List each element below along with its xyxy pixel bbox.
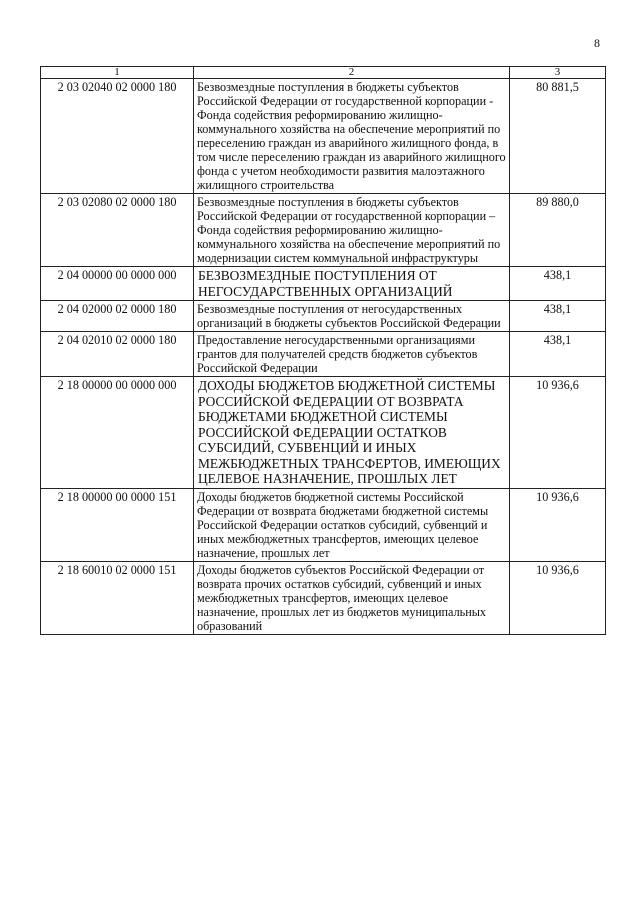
table-row xyxy=(41,194,606,267)
column-number-1: 1 xyxy=(41,67,194,79)
table-body xyxy=(41,79,606,635)
page-number: 8 xyxy=(594,36,600,50)
table-row xyxy=(41,332,606,377)
description-cell: БЕЗВОЗМЕЗДНЫЕ ПОСТУПЛЕНИЯ ОТ НЕГОСУДАРСТВЕННЫХ ОРГАНИЗАЦИЙ xyxy=(194,267,510,301)
budget-code-cell: 2 18 00000 00 0000 000 xyxy=(41,377,194,489)
budget-code-cell: 2 04 02000 02 0000 180 xyxy=(41,301,194,332)
description-cell: Безвозмездные поступления от негосударственных организаций в бюджеты субъектов Российской Федерации xyxy=(194,301,510,332)
budget-code-cell: 2 18 00000 00 0000 151 xyxy=(41,488,194,561)
budget-code-cell: 2 04 00000 00 0000 000 xyxy=(41,267,194,301)
column-number-row xyxy=(41,67,606,79)
table-header xyxy=(41,67,606,79)
amount-cell: 80 881,5 xyxy=(510,79,606,194)
description-cell: ДОХОДЫ БЮДЖЕТОВ БЮДЖЕТНОЙ СИСТЕМЫ РОССИЙСКОЙ ФЕДЕРАЦИИ ОТ ВОЗВРАТА БЮДЖЕТАМИ БЮДЖЕТНОЙ СИСТЕМЫ РОССИЙСКОЙ ФЕДЕРАЦИИ ОСТАТКОВ СУБСИДИЙ, СУБВЕНЦИЙ И ИНЫХ МЕЖБЮДЖЕТНЫХ ТРАНСФЕРТОВ, ИМЕЮЩИХ ЦЕЛЕВОЕ НАЗНАЧЕНИЕ, ПРОШЛЫХ ЛЕТ xyxy=(194,377,510,489)
table-row xyxy=(41,301,606,332)
column-number-2: 2 xyxy=(194,67,510,79)
table-row xyxy=(41,79,606,194)
amount-cell: 10 936,6 xyxy=(510,488,606,561)
description-cell: Предоставление негосударственными организациями грантов для получателей средств бюджетов субъектов Российской Федерации xyxy=(194,332,510,377)
amount-cell: 10 936,6 xyxy=(510,561,606,634)
budget-code-cell: 2 03 02040 02 0000 180 xyxy=(41,79,194,194)
budget-code-cell: 2 03 02080 02 0000 180 xyxy=(41,194,194,267)
table-row xyxy=(41,267,606,301)
budget-code-cell: 2 04 02010 02 0000 180 xyxy=(41,332,194,377)
amount-cell: 10 936,6 xyxy=(510,377,606,489)
description-cell: Доходы бюджетов бюджетной системы Российской Федерации от возврата бюджетами бюджетной системы Российской Федерации остатков субсидий, субвенций и иных межбюджетных трансфертов, имеющих целевое назначение, прошлых лет xyxy=(194,488,510,561)
amount-cell: 89 880,0 xyxy=(510,194,606,267)
description-cell: Безвозмездные поступления в бюджеты субъектов Российской Федерации от государственной корпорации - Фонда содействия реформированию жилищно-коммунального хозяйства на обеспечение мероприятий по переселению граждан из аварийного жилищного фонда, в том числе переселению граждан из аварийного жилищного фонда с учетом необходимости развития малоэтажного жилищного строительства xyxy=(194,79,510,194)
amount-cell: 438,1 xyxy=(510,267,606,301)
description-cell: Доходы бюджетов субъектов Российской Федерации от возврата прочих остатков субсидий, субвенций и иных межбюджетных трансфертов, имеющих целевое назначение, прошлых лет из бюджетов муниципальных образований xyxy=(194,561,510,634)
budget-table xyxy=(40,66,606,635)
amount-cell: 438,1 xyxy=(510,301,606,332)
description-cell: Безвозмездные поступления в бюджеты субъектов Российской Федерации от государственной корпорации – Фонда содействия реформированию жилищно-коммунального хозяйства на обеспечение мероприятий по модернизации систем коммунальной инфраструктуры xyxy=(194,194,510,267)
budget-code-cell: 2 18 60010 02 0000 151 xyxy=(41,561,194,634)
table-row xyxy=(41,561,606,634)
table-row xyxy=(41,377,606,489)
column-number-3: 3 xyxy=(510,67,606,79)
amount-cell: 438,1 xyxy=(510,332,606,377)
table-row xyxy=(41,488,606,561)
